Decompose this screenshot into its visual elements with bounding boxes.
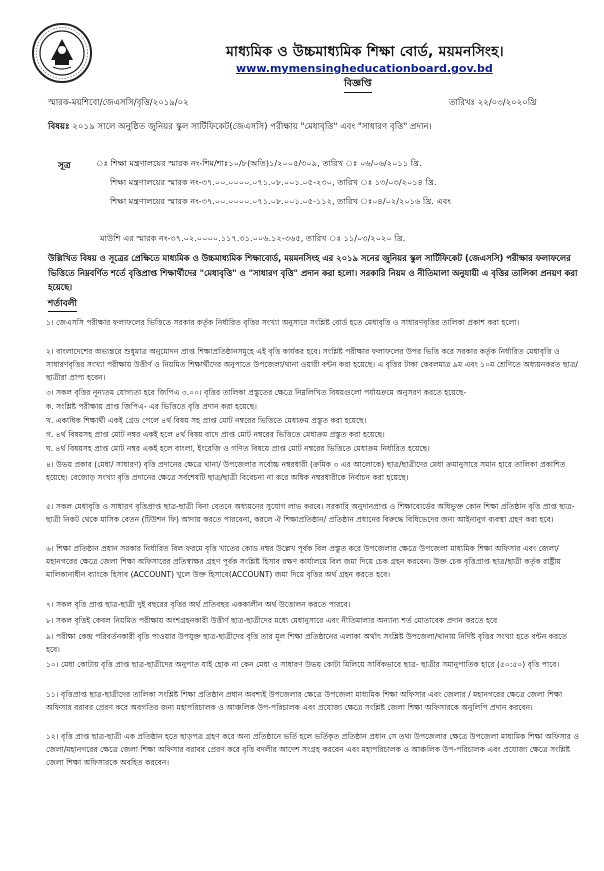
subject-line (48, 120, 588, 134)
reference-label: সূত্র (58, 161, 71, 171)
condition-item: খ. একাধিক শিক্ষার্থী একই গ্রেড পেলে ৪র্থ বিষয় সহ প্রাপ্ত মোট নম্বরের ভিত্তিতে মেধাক্রম প্রস্তুত করা হয়েছে। (46, 416, 367, 425)
reference-line: ঃ শিক্ষা মন্ত্রণালয়ের স্মারক নং-শিম/শাঃ১০/৮(অতি)১/২০০৫/৩০৯, তারিখ ঃ ০৬/০৬/২০১১ খ্রি. (96, 158, 422, 168)
board-website-link[interactable]: www.mymensingheducationboard.gov.bd (236, 62, 493, 75)
condition-item: ক. সংশ্লিষ্ট পরীক্ষায় প্রাপ্ত জিপিএ- এর ভিত্তিতে বৃত্তি প্রদান করা হয়েছে। (46, 402, 258, 411)
subject-label: বিষয়ঃ (48, 122, 70, 132)
condition-item: ৪। উভয় প্রকার (মেধা/ সাধারণ) বৃত্তি প্রদানের ক্ষেত্রে থানা/ উপজেলার সর্বোচ্চ নম্বরধারী (ক্রমিক ৩ এর আলোকে) ছাত্র/ছাত্রীদের মেধা ক্রমানুসারে সমান হারে তালিকা প্রকাশিত হয়েছে। বেজোড় সংখ্যা বৃত্তি প্রদানের ক্ষেত্রে সর্বশেষটি ছাত্র/ছাত্রী বিবেচনা না করে অধিক নম্বরধারীকে নির্বাচন করা হয়েছে। (46, 460, 566, 483)
intro-paragraph: উল্লিখিত বিষয় ও সূত্রের প্রেক্ষিতে মাধ্যমিক ও উচ্চমাধ্যমিক শিক্ষাবোর্ড, ময়মনসিংহ এর ২০১৯ সনের জুনিয়র স্কুল সার্টিফিকেট (জেএসসি) পরীক্ষার ফলাফলের ভিত্তিতে নিম্নবর্ণিত শর্তে বৃত্তিপ্রাপ্ত শিক্ষার্থীদের "মেধাবৃত্তি" ও "সাধারণ বৃত্তি" প্রদান করা হলো। সরকারি নিয়ম ও নীতিমালা অনুযায়ী এ বৃত্তির তালিকা প্রনয়ণ করা হয়েছে। (48, 253, 578, 292)
maushi-reference: মাউশি এর স্মারক নং-৩৭.০২.০০০০.১১৭.৩১.০০৬.১২-৩৬৫, তারিখ ঃ ১১/০৩/২০২০ খ্রি. (100, 233, 406, 243)
condition-item: ঘ. ৪র্থ বিষয়সহ প্রাপ্ত মোট নম্বর একই হলে বাংলা, ইংরেজি ও গণিত বিষয়ে প্রাপ্ত মোট নম্বরের ভিত্তিতে মেধাক্রম নির্ধারিত হয়েছে। (46, 444, 430, 453)
condition-item: ৬। শিক্ষা প্রতিষ্ঠান প্রধান সরকার নির্ধারিত বিল ফরমে বৃত্তি খাতের কোড নম্বর উল্লেখ পূর্বক বিল প্রস্তুত করে উপজেলার ক্ষেত্রে উপজেলা মাধ্যমিক শিক্ষা অফিসার এবং জেলা/মহানগরের ক্ষেত্রে জেলা শিক্ষা অফিসারের প্রতিস্বাক্ষর গ্রহণ পূর্বক সংশ্লিষ্ট হিসাব রক্ষণ কার্যালয়ে বিল জমা দিয়ে চেক গ্রহন করবেন। উক্ত চেক বৃত্তিপ্রাপ্ত ছাত্র/ছাত্রী কর্তৃক রাষ্ট্রীয় মালিকানাধীন ব্যাংকে হিসাব (ACCOUNT) খুলে উক্ত হিসাবে(ACCOUNT) জমা দিয়ে বৃত্তির অর্থ গ্রহন করতে হবে। (46, 544, 561, 580)
notice-date: তারিখঃ ২২/০৩/২০২০খ্রি (449, 98, 537, 108)
condition-item: ৩। সকল বৃত্তির নূন্যতম যোগ্যতা হবে জিপিএ ৩.০০। বৃত্তির তালিকা প্রস্তুতের ক্ষেত্রে নিম্নলিখিত বিষয়গুলো পর্যায়ক্রমে অনুসরণ করতে হয়েছে- (46, 388, 467, 397)
condition-item: ৮। সকল বৃত্তিই কেবল নিয়মিত পরীক্ষায় অংশগ্রহনকারী উত্তীর্ণ ছাত্র-ছাত্রীদের মধ্যে মেধানুসারে এবং নীতিমালার অন্যান্য শর্ত মোতাবেক প্রদান করতে হবে (46, 616, 498, 625)
board-title: মাধ্যমিক ও উচ্চমাধ্যমিক শিক্ষা বোর্ড, ময়মনসিংহ। (226, 44, 504, 60)
condition-item: ১১। বৃত্তিপ্রাপ্ত ছাত্র-ছাত্রীদের তালিকা সংশ্লিষ্ট শিক্ষা প্রতিষ্ঠান প্রধান অবশ্যই উপজেলার ক্ষেত্রে উপজেলা মাধ্যমিক শিক্ষা অফিসার এবং জেলার / মহানগরের ক্ষেত্রে জেলা শিক্ষা অফিসার বরাবর প্রেরণ করে অবগতির জন্য মহাপরিচালক ও আঞ্চলিক উপ-পরিচালক এবং প্রযোজ্য ক্ষেত্রে সংশ্লিষ্ট জেলা শিক্ষা অফিসারকে অনুলিপি প্রদান করবেন। (46, 690, 563, 713)
condition-item: ১২। বৃত্তি প্রাপ্ত ছাত্র-ছাত্রী এক প্রতিষ্ঠান হতে ছাড়পত্র গ্রহণ করে অন্য প্রতিষ্ঠানে ভর্তি হলে ভর্তিকৃত প্রতিষ্ঠান প্রধান সে তথ্য উপজেলার ক্ষেত্রে উপজেলা মাধ্যমিক শিক্ষা অফিসার ও জেলা/মহানগরের ক্ষেত্রে জেলা শিক্ষা অফিসার বরাবর প্রেরণ করে বৃত্তি বদলীর আদেশ সংগ্রহ করবেন এবং মহাপরিচালক ও আঞ্চলিক উপ-পরিচালক এবং প্রযোজ্য ক্ষেত্রে সংশ্লিষ্ট জেলা শিক্ষা অফিসারকে অবহিত করবেন। (46, 732, 579, 768)
memo-number: স্মারক-ময়শিবো/জেএসসি/বৃত্তি/২০১৯/০২ (48, 98, 189, 108)
condition-item: ১। জেএসসি পরীক্ষার ফলাফলের ভিত্তিতে সরকার কর্তৃক নির্ধারিত বৃত্তির সংখ্যা অনুসারে সংশ্লিষ্ট বোর্ড হতে মেধাবৃত্তি ও সাধারণবৃত্তির তালিকা প্রকাশ করা হলো। (46, 318, 520, 327)
condition-item: গ. ৪র্থ বিষয়সহ প্রাপ্ত মোট নম্বর একই হলে ৪র্থ বিষয় বাদে প্রাপ্ত মোট নম্বরের ভিত্তিতে মেধাক্রম প্রস্তুত করা হয়েছে। (46, 430, 385, 439)
notice-label: বিজ্ঞপ্তি (344, 77, 372, 93)
condition-item: ৫। সকল মেধাবৃত্তি ও সাধারণ বৃত্তিপ্রাপ্ত ছাত্র-ছাত্রী বিনা বেতনে অধ্যয়নের সুযোগ লাভ করবে। সরকারি অনুদানপ্রাপ্ত ও শিক্ষাবোর্ডের অধিভূক্ত কোন শিক্ষা প্রতিষ্ঠান বৃত্তি প্রাপ্ত ছাত্র-ছাত্রী নিকট থেকে মাসিক বেতন (টিউশন ফি) আদায় করতে পারবেনা, করলে ঐ শিক্ষাপ্রতিষ্ঠান/ প্রতিষ্ঠান প্রধানের বিরুদ্ধে বিধিভেদের জন্য আইনানুগ ব্যবস্থা গ্রহণ করা হবে। (46, 502, 575, 525)
conditions-heading: শর্তাবলী (48, 296, 77, 312)
condition-item: ১০। মেধা কোটায় বৃত্তি প্রাপ্ত ছাত্র-ছাত্রীদের অনুপাত যাই হোক না কেন মেধা ও সাধারণ উভয় কোটা মিলিয়ে সার্বিকভাবে ছাত্র- ছাত্রীর সমানুপাতিক হারে (৫০:৫০) বৃত্তি পাবে। (46, 660, 560, 669)
condition-item: ৯। পরীক্ষা কেন্দ্র পরিবর্তনকারী বৃত্তি পাওয়ার উপযুক্ত ছাত্র-ছাত্রীদের বৃত্তি তার মূল শিক্ষা প্রতিষ্ঠানের এলাকা অর্থাৎ সংশ্লিষ্ট উপজেলা/থানায় নির্দিষ্ট বৃত্তির সংখ্যা হতে বন্টন করতে হবে। (46, 632, 567, 655)
subject-text: ২০১৯ সালে অনুষ্ঠিত জুনিয়র স্কুল সার্টিফিকেট(জেএসসি) পরীক্ষায় "মেধাবৃত্তি" এবং "সাধারণ বৃত্তি" প্রদান। (72, 122, 432, 132)
reference-line: শিক্ষা মন্ত্রণালয়ের স্মারক নং-৩৭.০০.০০০০.০৭১.০৮.০০১.০৫-১১২, তারিখ ঃ০৪/০২/২০১৬ খ্রি. এবং (110, 196, 451, 206)
condition-item: ৭। সকল বৃত্তি প্রাপ্ত ছাত্র-ছাত্রী দুই বছরের বৃত্তির অর্থ প্রতিবছর এককালীন অর্থ উত্তোলন করতে পারবে। (46, 600, 351, 609)
reference-line: শিক্ষা মন্ত্রণালয়ের স্মারক নং-৩৭.০০.০০০০.০৭১.০৮.০০১.০৫-২৩০, তারিখ ঃ ১৩/০৩/২০১৪ খ্রি. (110, 177, 437, 187)
board-seal-logo (31, 22, 93, 84)
condition-item: ২। বাংলাদেশের অভ্যন্তরে শুধুমাত্র অনুমোদন প্রাপ্ত শিক্ষাপ্রতিষ্ঠানসমূহে এই বৃত্তি কার্যকর হবে। সংশ্লিষ্ট পরীক্ষার ফলাফলের উপর ভিত্তি করে সরকার কর্তৃক নির্ধারিত মেধাবৃত্তি ও সাধারণবৃত্তির সংখ্যা পরীক্ষায় উত্তীর্ণ ও নিয়মিত শিক্ষার্থীদের অনুপাতে উপজেলা/থানা ওয়ারী বন্টন করা হয়েছে। এ বৃত্তির টাকা কেবলমাত্র ৯ম এবং ১০ম শ্রেণিতে অধ্যয়নকরত ছাত্র/ছাত্রীরা প্রাপ্য হবেন। (46, 347, 578, 383)
